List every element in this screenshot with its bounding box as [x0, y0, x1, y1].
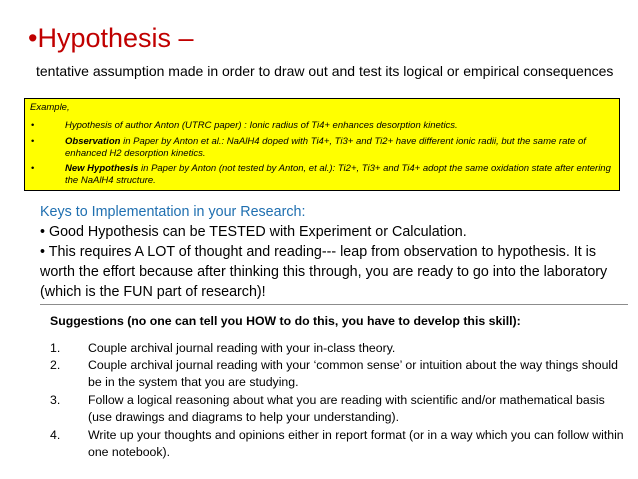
suggestions-box	[40, 304, 628, 476]
keys-section	[40, 202, 625, 302]
bullet: •	[31, 136, 35, 147]
example-label: Example,	[30, 102, 70, 113]
example-item-text: Hypothesis of author Anton (UTRC paper) : Ionic radius of Ti4+ enhances desorption kinetics.	[65, 120, 458, 131]
suggestion-number: 3.	[50, 393, 61, 407]
suggestion-text: Write up your thoughts and opinions either in report format (or in a way which you can follow within one notebook).	[88, 428, 624, 459]
definition-text: tentative assumption made in order to draw out and test its logical or empirical consequences	[36, 63, 614, 79]
suggestion-text: Follow a logical reasoning about what you are reading with scientific and/or mathematical basis (use drawings and diagrams to help your understanding).	[88, 393, 605, 424]
keys-heading: Keys to Implementation in your Research:	[40, 204, 306, 220]
bullet: •	[31, 120, 35, 131]
suggestions-heading: Suggestions (no one can tell you HOW to do this, you have to develop this skill):	[50, 314, 521, 328]
slide-title: •Hypothesis –	[28, 23, 194, 53]
example-box	[24, 98, 620, 191]
suggestion-text: Couple archival journal reading with your in-class theory.	[88, 341, 396, 355]
example-item-text: Observation in Paper by Anton et al.: NaAlH4 doped with Ti4+, Ti3+ and Ti2+ have different ionic radii, but the same rate of enhanced H2 desorption kinetics.	[65, 136, 586, 159]
keys-bullet: • Good Hypothesis can be TESTED with Experiment or Calculation.	[40, 224, 467, 240]
keys-bullet: • This requires A LOT of thought and reading--- leap from observation to hypothesis. It is worth the effort because after thinking this through, you are ready to go into the laboratory (which is the FUN part of research)!	[40, 244, 608, 300]
example-item-bold: Observation	[65, 136, 121, 147]
suggestion-text: Couple archival journal reading with your ‘common sense’ or intuition about the way things should be in the system that you are studying.	[88, 358, 618, 389]
suggestion-number: 1.	[50, 341, 61, 355]
suggestion-number: 2.	[50, 358, 61, 372]
suggestion-number: 4.	[50, 428, 61, 442]
bullet: •	[31, 163, 35, 174]
example-item-bold: New Hypothesis	[65, 163, 139, 174]
example-item-text: New Hypothesis in Paper by Anton (not tested by Anton, et al.): Ti2+, Ti3+ and Ti4+ adopt the same oxidation state after entering the NaAlH4 structure.	[65, 163, 611, 186]
